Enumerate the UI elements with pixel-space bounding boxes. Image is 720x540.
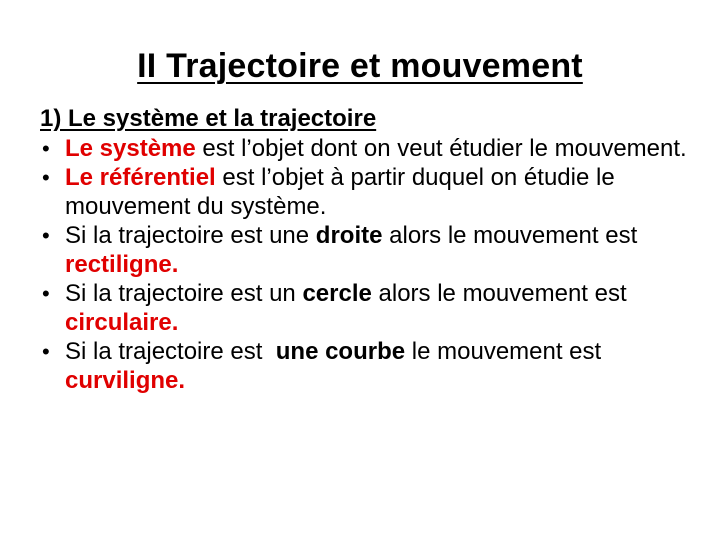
term-cercle: cercle	[302, 280, 372, 307]
bullet-item-circulaire	[40, 279, 700, 337]
bullet-text: alors le mouvement est	[382, 222, 638, 249]
bullet-icon: •	[42, 136, 50, 161]
section-heading: 1) Le système et la trajectoire	[40, 105, 377, 132]
term-referentiel: Le référentiel	[65, 164, 216, 191]
bullet-icon: •	[42, 223, 50, 248]
bullet-text: Si la trajectoire est un	[65, 280, 303, 307]
bullet-item-rectiligne	[40, 221, 700, 279]
bullet-icon: •	[42, 281, 50, 306]
bullet-text: est l’objet à partir duquel on étudie le mouvement du système.	[65, 164, 615, 220]
term-systeme: Le système	[65, 135, 196, 162]
bullet-text: alors le mouvement est	[371, 280, 627, 307]
bullet-list	[40, 134, 700, 395]
bullet-text: est l’objet dont on veut étudier le mouvement.	[195, 135, 687, 162]
bullet-icon: •	[42, 165, 50, 190]
bullet-text: Si la trajectoire est une	[65, 222, 316, 249]
bullet-item-referentiel	[40, 163, 700, 221]
slide-content	[40, 104, 700, 395]
bullet-text: Si la trajectoire est	[65, 338, 276, 365]
term-courbe: une courbe	[275, 338, 406, 365]
bullet-text: le mouvement est	[405, 338, 602, 365]
bullet-item-curviligne	[40, 337, 700, 395]
term-circulaire: circulaire.	[65, 309, 179, 336]
term-rectiligne: rectiligne.	[65, 251, 179, 278]
slide-title-text: II Trajectoire et mouvement	[137, 47, 583, 85]
bullet-icon: •	[42, 339, 50, 364]
slide-title	[0, 44, 720, 88]
term-droite: droite	[315, 222, 383, 249]
term-curviligne: curviligne.	[65, 367, 186, 394]
bullet-item-systeme	[40, 134, 700, 163]
